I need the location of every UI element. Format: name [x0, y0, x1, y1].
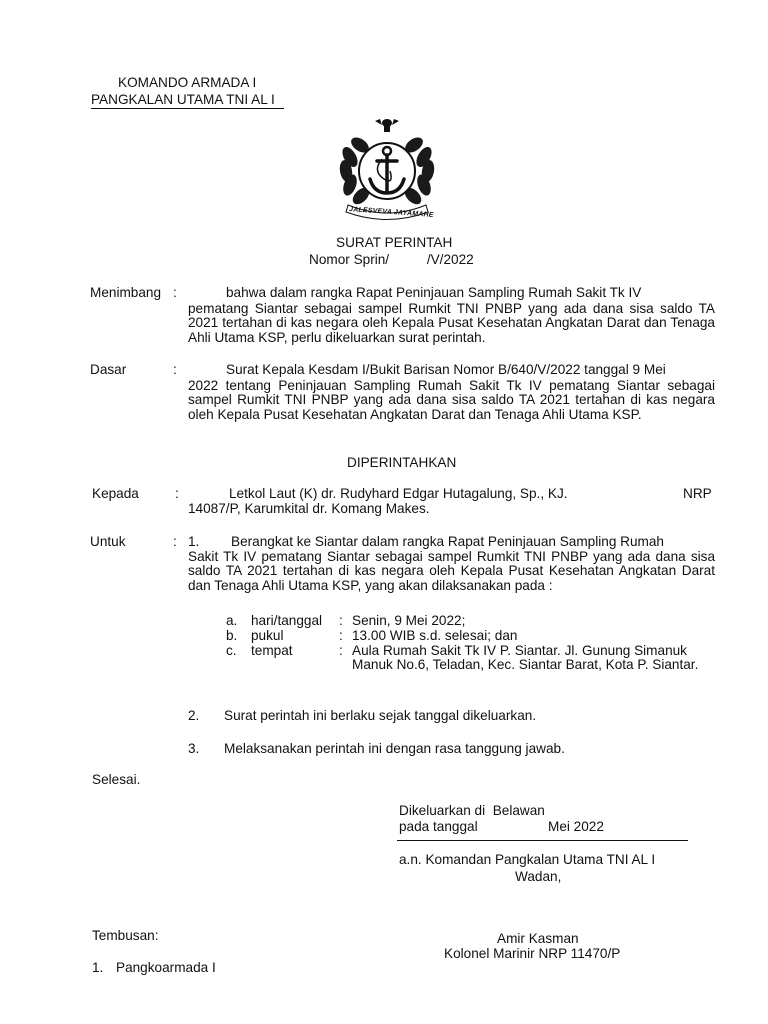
detail-a-letter: a. — [226, 613, 238, 628]
untuk-item1-first-line: Berangkat ke Siantar dalam rangka Rapat Peninjauan Sampling Rumah — [231, 534, 664, 549]
signature-rank: Kolonel Marinir NRP 11470/P — [444, 946, 621, 961]
signature-on-behalf: a.n. Komandan Pangkalan Utama TNI AL I — [399, 852, 656, 867]
menimbang-label: Menimbang — [90, 285, 162, 300]
detail-a-colon: : — [339, 613, 343, 628]
selesai-text: Selesai. — [92, 772, 141, 787]
issued-place: Dikeluarkan di Belawan — [399, 803, 545, 818]
issued-underline — [397, 840, 688, 841]
dasar-text: 2022 tentang Peninjauan Sampling Rumah Sakit Tk IV pematang Siantar sebagai sampel Rumkit TNI PNBP yang ada dana sisa saldo TA 2021 tertahan di kas negara oleh Kepala Pusat Kesehatan Angkatan Darat dan Tenaga Ahli Utama KSP. — [188, 378, 715, 422]
detail-c-value: Aula Rumah Sakit Tk IV P. Siantar. Jl. Gunung Simanuk Manuk No.6, Teladan, Kec. Siantar Barat, Kota P. Siantar. — [352, 643, 699, 673]
detail-c-letter: c. — [226, 643, 237, 658]
dasar-first-line: Surat Kepala Kesdam I/Bukit Barisan Nomor B/640/V/2022 tanggal 9 Mei — [226, 362, 666, 377]
untuk-item3-text: Melaksanakan perintah ini dengan rasa tanggung jawab. — [224, 741, 565, 756]
detail-b-colon: : — [339, 628, 343, 643]
header-line-2: PANGKALAN UTAMA TNI AL I — [91, 92, 275, 107]
detail-a-key: hari/tanggal — [251, 613, 323, 628]
tembusan-item-text: Pangkoarmada I — [116, 960, 216, 975]
untuk-item3-number: 3. — [188, 741, 200, 756]
signature-role: Wadan, — [515, 869, 562, 884]
document-title: SURAT PERINTAH — [336, 235, 453, 250]
tembusan-label: Tembusan: — [92, 928, 159, 943]
untuk-colon: : — [173, 534, 177, 549]
detail-b-key: pukul — [251, 628, 284, 643]
menimbang-first-line: bahwa dalam rangka Rapat Peninjauan Sampling Rumah Sakit Tk IV — [226, 285, 642, 300]
header-underline — [91, 108, 284, 109]
menimbang-text: pematang Siantar sebagai sampel Rumkit TNI PNBP yang ada dana sisa saldo TA 2021 tertahan di kas negara oleh Kepala Pusat Kesehatan Angkatan Darat dan Tenaga Ahli Utama KSP, perlu dikeluarkan surat perintah. — [188, 301, 715, 345]
document-number: Nomor Sprin/ /V/2022 — [309, 252, 474, 267]
diperintahkan-heading: DIPERINTAHKAN — [347, 455, 457, 470]
tembusan-item-number: 1. — [92, 960, 104, 975]
kepada-colon: : — [175, 486, 179, 501]
detail-b-letter: b. — [226, 628, 238, 643]
dasar-colon: : — [173, 362, 177, 377]
kepada-label: Kepada — [92, 486, 139, 501]
untuk-item1-number: 1. — [188, 534, 200, 549]
untuk-item2-text: Surat perintah ini berlaku sejak tanggal dikeluarkan. — [224, 708, 537, 723]
kepada-second-line: 14087/P, Karumkital dr. Komang Makes. — [188, 501, 430, 516]
header-line-1: KOMANDO ARMADA I — [118, 75, 257, 90]
menimbang-colon: : — [173, 285, 177, 300]
untuk-item1-text: Sakit Tk IV pematang Siantar sebagai sampel Rumkit TNI PNBP yang ada dana sisa saldo TA 2021 tertahan di kas negara oleh Kepala Pusat Kesehatan Angkatan Darat dan Tenaga Ahli Utama KSP, yang akan dilaksanakan pada : — [188, 549, 715, 593]
signature-name: Amir Kasman — [497, 931, 579, 946]
issued-date-label: pada tanggal — [399, 819, 478, 834]
detail-c-key: tempat — [251, 643, 293, 658]
issued-date-value: Mei 2022 — [548, 819, 604, 834]
kepada-nrp-label: NRP — [683, 486, 712, 501]
detail-a-value: Senin, 9 Mei 2022; — [352, 613, 466, 628]
dasar-label: Dasar — [90, 362, 127, 377]
untuk-label: Untuk — [90, 534, 126, 549]
detail-b-value: 13.00 WIB s.d. selesai; dan — [352, 628, 518, 643]
kepada-first-line: Letkol Laut (K) dr. Rudyhard Edgar Hutagalung, Sp., KJ. — [229, 486, 568, 501]
emblem-motto: JALESVEVA JAYAMAHE — [348, 206, 434, 219]
detail-c-colon: : — [339, 643, 343, 658]
untuk-item2-number: 2. — [188, 708, 200, 723]
